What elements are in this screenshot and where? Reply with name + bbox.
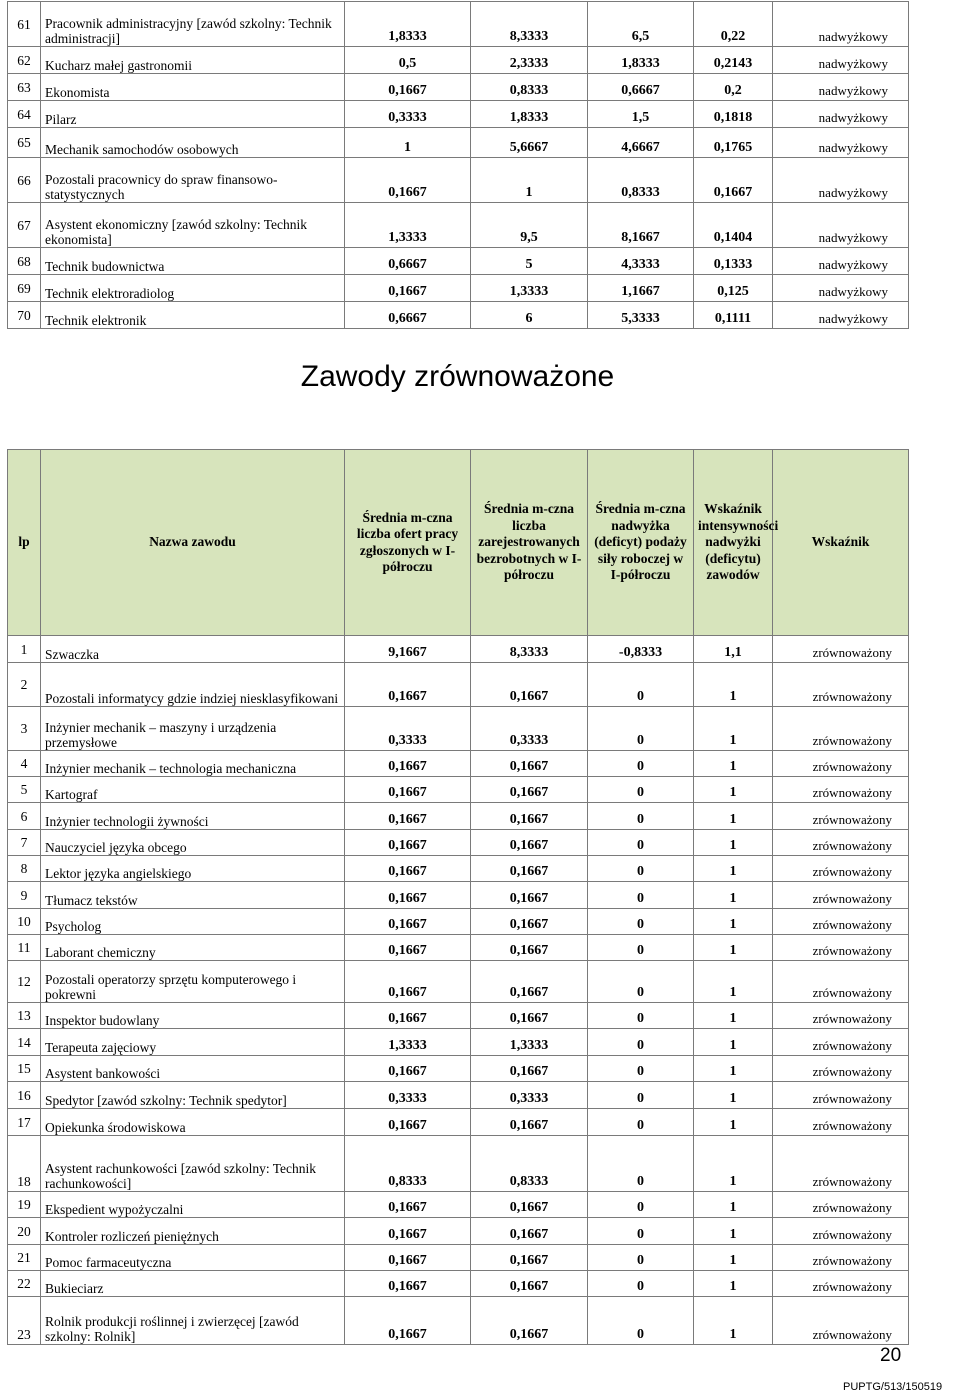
unemployed-value: 0,1667 <box>471 1271 588 1297</box>
status-label: nadwyżkowy <box>773 275 909 302</box>
index-value: 1 <box>694 1245 773 1271</box>
surplus-value: 0 <box>588 1271 694 1297</box>
status-label: zrównoważony <box>773 1029 909 1056</box>
occupation-name: Pracownik administracyjny [zawód szkolny: Technik administracji] <box>41 2 345 47</box>
status-label: zrównoważony <box>773 830 909 856</box>
occupation-name: Inspektor budowlany <box>41 1003 345 1029</box>
index-value: 1 <box>694 935 773 961</box>
table-row <box>8 101 909 128</box>
table-row <box>8 830 909 856</box>
row-lp: 22 <box>8 1271 41 1297</box>
occupation-name: Laborant chemiczny <box>41 935 345 961</box>
status-label: zrównoważony <box>773 751 909 777</box>
offers-value: 0,1667 <box>345 1109 471 1136</box>
section-title: Zawody zrównoważone <box>300 360 615 393</box>
surplus-value: 1,1667 <box>588 275 694 302</box>
table-row <box>8 882 909 909</box>
index-value: 0,1333 <box>694 248 773 275</box>
unemployed-value: 0,3333 <box>471 1082 588 1109</box>
row-lp: 2 <box>8 663 41 707</box>
index-value: 1 <box>694 1056 773 1082</box>
status-label: nadwyżkowy <box>773 74 909 101</box>
surplus-value: 0 <box>588 1082 694 1109</box>
table-row <box>8 663 909 707</box>
occupation-name: Lektor języka angielskiego <box>41 856 345 882</box>
row-lp: 7 <box>8 830 41 856</box>
offers-value: 0,1667 <box>345 1245 471 1271</box>
surplus-value: 0 <box>588 1109 694 1136</box>
surplus-value: 0 <box>588 803 694 830</box>
row-lp: 12 <box>8 961 41 1003</box>
index-value: 1 <box>694 1218 773 1245</box>
occupation-name: Ekonomista <box>41 74 345 101</box>
surplus-value: 0 <box>588 961 694 1003</box>
table-row <box>8 158 909 203</box>
offers-value: 0,1667 <box>345 751 471 777</box>
occupation-name: Bukieciarz <box>41 1271 345 1297</box>
status-label: zrównoważony <box>773 1003 909 1029</box>
index-value: 0,2143 <box>694 47 773 74</box>
index-value: 1 <box>694 856 773 882</box>
offers-value: 0,1667 <box>345 1192 471 1218</box>
row-lp: 23 <box>8 1297 41 1345</box>
row-lp: 62 <box>8 47 41 74</box>
index-value: 1 <box>694 909 773 935</box>
table-row <box>8 1271 909 1297</box>
table-row <box>8 803 909 830</box>
unemployed-value: 0,1667 <box>471 909 588 935</box>
surplus-value: 0 <box>588 1136 694 1192</box>
table-row <box>8 275 909 302</box>
index-value: 1 <box>694 830 773 856</box>
occupation-name: Pozostali operatorzy sprzętu komputerowego i pokrewni <box>41 961 345 1003</box>
offers-value: 0,1667 <box>345 777 471 803</box>
status-label: zrównoważony <box>773 961 909 1003</box>
table-row <box>8 47 909 74</box>
header-offers: Średnia m-czna liczba ofert pracy zgłoszonych w I-półroczu <box>345 450 471 636</box>
header-intensity: Wskaźnik intensywności nadwyżki (deficytu) zawodów <box>694 450 773 636</box>
index-value: 1 <box>694 777 773 803</box>
unemployed-value: 5,6667 <box>471 128 588 158</box>
occupation-name: Technik budownictwa <box>41 248 345 275</box>
surplus-value: 0 <box>588 935 694 961</box>
table-row <box>8 248 909 275</box>
occupation-name: Kucharz małej gastronomii <box>41 47 345 74</box>
surplus-value: 1,8333 <box>588 47 694 74</box>
table-row <box>8 961 909 1003</box>
index-value: 0,1667 <box>694 158 773 203</box>
surplus-value: 0 <box>588 882 694 909</box>
occupation-name: Opiekunka środowiskowa <box>41 1109 345 1136</box>
row-lp: 6 <box>8 803 41 830</box>
index-value: 1 <box>694 882 773 909</box>
occupation-name: Ekspedient wypożyczalni <box>41 1192 345 1218</box>
index-value: 0,2 <box>694 74 773 101</box>
row-lp: 66 <box>8 158 41 203</box>
offers-value: 1,3333 <box>345 1029 471 1056</box>
index-value: 0,22 <box>694 2 773 47</box>
offers-value: 0,1667 <box>345 1271 471 1297</box>
row-lp: 4 <box>8 751 41 777</box>
table-row <box>8 1218 909 1245</box>
unemployed-value: 1,8333 <box>471 101 588 128</box>
occupation-name: Asystent rachunkowości [zawód szkolny: Technik rachunkowości] <box>41 1136 345 1192</box>
unemployed-value: 8,3333 <box>471 636 588 663</box>
unemployed-value: 0,1667 <box>471 961 588 1003</box>
surplus-value: 0 <box>588 663 694 707</box>
occupation-name: Szwaczka <box>41 636 345 663</box>
surplus-value: 6,5 <box>588 2 694 47</box>
index-value: 1 <box>694 1003 773 1029</box>
occupation-name: Tłumacz tekstów <box>41 882 345 909</box>
surplus-value: 0,8333 <box>588 158 694 203</box>
row-lp: 67 <box>8 203 41 248</box>
status-label: nadwyżkowy <box>773 248 909 275</box>
offers-value: 0,1667 <box>345 1056 471 1082</box>
row-lp: 19 <box>8 1192 41 1218</box>
row-lp: 65 <box>8 128 41 158</box>
status-label: zrównoważony <box>773 1192 909 1218</box>
status-label: zrównoważony <box>773 1297 909 1345</box>
offers-value: 0,1667 <box>345 158 471 203</box>
offers-value: 1,8333 <box>345 2 471 47</box>
table-header-row <box>8 450 909 636</box>
table-row <box>8 2 909 47</box>
status-label: zrównoważony <box>773 777 909 803</box>
row-lp: 63 <box>8 74 41 101</box>
row-lp: 1 <box>8 636 41 663</box>
offers-value: 0,3333 <box>345 1082 471 1109</box>
index-value: 1 <box>694 751 773 777</box>
offers-value: 0,6667 <box>345 248 471 275</box>
offers-value: 0,1667 <box>345 909 471 935</box>
header-surplus: Średnia m-czna nadwyżka (deficyt) podaży siły roboczej w I-półroczu <box>588 450 694 636</box>
index-value: 1 <box>694 1136 773 1192</box>
offers-value: 0,8333 <box>345 1136 471 1192</box>
offers-value: 0,1667 <box>345 1218 471 1245</box>
table-row <box>8 935 909 961</box>
status-label: zrównoważony <box>773 1082 909 1109</box>
occupation-name: Kartograf <box>41 777 345 803</box>
row-lp: 18 <box>8 1136 41 1192</box>
row-lp: 61 <box>8 2 41 47</box>
table-row <box>8 909 909 935</box>
table-row <box>8 128 909 158</box>
offers-value: 0,1667 <box>345 830 471 856</box>
status-label: zrównoważony <box>773 935 909 961</box>
status-label: zrównoważony <box>773 636 909 663</box>
index-value: 1 <box>694 1082 773 1109</box>
unemployed-value: 0,1667 <box>471 751 588 777</box>
occupation-name: Inżynier mechanik – maszyny i urządzenia przemysłowe <box>41 707 345 751</box>
occupation-name: Technik elektronik <box>41 302 345 329</box>
surplus-value: 0 <box>588 707 694 751</box>
index-value: 1 <box>694 803 773 830</box>
row-lp: 69 <box>8 275 41 302</box>
occupation-name: Psycholog <box>41 909 345 935</box>
index-value: 1 <box>694 1297 773 1345</box>
status-label: zrównoważony <box>773 1218 909 1245</box>
table-row <box>8 74 909 101</box>
surplus-value: 5,3333 <box>588 302 694 329</box>
occupation-name: Nauczyciel języka obcego <box>41 830 345 856</box>
status-label: nadwyżkowy <box>773 47 909 74</box>
status-label: nadwyżkowy <box>773 101 909 128</box>
table-row <box>8 1109 909 1136</box>
surplus-value: -0,8333 <box>588 636 694 663</box>
row-lp: 9 <box>8 882 41 909</box>
offers-value: 0,3333 <box>345 707 471 751</box>
unemployed-value: 0,1667 <box>471 1109 588 1136</box>
table-row <box>8 707 909 751</box>
unemployed-value: 2,3333 <box>471 47 588 74</box>
occupation-name: Spedytor [zawód szkolny: Technik spedytor] <box>41 1082 345 1109</box>
occupation-name: Asystent bankowości <box>41 1056 345 1082</box>
unemployed-value: 8,3333 <box>471 2 588 47</box>
unemployed-value: 0,1667 <box>471 856 588 882</box>
surplus-value: 0 <box>588 1192 694 1218</box>
unemployed-value: 0,1667 <box>471 663 588 707</box>
surplus-value: 8,1667 <box>588 203 694 248</box>
status-label: nadwyżkowy <box>773 158 909 203</box>
offers-value: 1,3333 <box>345 203 471 248</box>
status-label: zrównoważony <box>773 663 909 707</box>
offers-value: 0,1667 <box>345 856 471 882</box>
status-label: zrównoważony <box>773 1109 909 1136</box>
row-lp: 3 <box>8 707 41 751</box>
surplus-value: 0 <box>588 777 694 803</box>
offers-value: 0,1667 <box>345 663 471 707</box>
unemployed-value: 9,5 <box>471 203 588 248</box>
unemployed-value: 0,1667 <box>471 1245 588 1271</box>
status-label: zrównoważony <box>773 1245 909 1271</box>
header-index: Wskaźnik <box>773 450 909 636</box>
unemployed-value: 5 <box>471 248 588 275</box>
table-row <box>8 636 909 663</box>
unemployed-value: 1 <box>471 158 588 203</box>
unemployed-value: 0,1667 <box>471 1218 588 1245</box>
index-value: 0,1765 <box>694 128 773 158</box>
occupation-name: Technik elektroradiolog <box>41 275 345 302</box>
occupation-name: Inżynier mechanik – technologia mechaniczna <box>41 751 345 777</box>
status-label: zrównoważony <box>773 1136 909 1192</box>
surplus-value: 0 <box>588 1003 694 1029</box>
unemployed-value: 0,1667 <box>471 830 588 856</box>
status-label: zrównoważony <box>773 1056 909 1082</box>
table-row <box>8 1029 909 1056</box>
header-unemployed: Średnia m-czna liczba zarejestrowanych bezrobotnych w I-półroczu <box>471 450 588 636</box>
header-lp: lp <box>8 450 41 636</box>
status-label: zrównoważony <box>773 803 909 830</box>
table-row <box>8 1003 909 1029</box>
offers-value: 1 <box>345 128 471 158</box>
occupation-name: Kontroler rozliczeń pieniężnych <box>41 1218 345 1245</box>
surplus-occupations-table <box>7 1 909 329</box>
occupation-name: Pomoc farmaceutyczna <box>41 1245 345 1271</box>
status-label: zrównoważony <box>773 882 909 909</box>
row-lp: 64 <box>8 101 41 128</box>
table-row <box>8 1136 909 1192</box>
surplus-value: 0 <box>588 751 694 777</box>
occupation-name: Pilarz <box>41 101 345 128</box>
table-row <box>8 1082 909 1109</box>
surplus-value: 0 <box>588 909 694 935</box>
surplus-value: 0 <box>588 1297 694 1345</box>
offers-value: 0,1667 <box>345 1003 471 1029</box>
surplus-value: 0 <box>588 1029 694 1056</box>
index-value: 0,1818 <box>694 101 773 128</box>
unemployed-value: 0,3333 <box>471 707 588 751</box>
index-value: 1 <box>694 1192 773 1218</box>
status-label: nadwyżkowy <box>773 302 909 329</box>
index-value: 1 <box>694 961 773 1003</box>
offers-value: 0,1667 <box>345 803 471 830</box>
unemployed-value: 0,1667 <box>471 1192 588 1218</box>
occupation-name: Pozostali pracownicy do spraw finansowo-statystycznych <box>41 158 345 203</box>
row-lp: 20 <box>8 1218 41 1245</box>
header-occupation-name: Nazwa zawodu <box>41 450 345 636</box>
unemployed-value: 0,1667 <box>471 1297 588 1345</box>
surplus-value: 0 <box>588 1056 694 1082</box>
unemployed-value: 0,1667 <box>471 935 588 961</box>
status-label: zrównoważony <box>773 856 909 882</box>
status-label: nadwyżkowy <box>773 2 909 47</box>
occupation-name: Inżynier technologii żywności <box>41 803 345 830</box>
offers-value: 0,1667 <box>345 961 471 1003</box>
unemployed-value: 6 <box>471 302 588 329</box>
row-lp: 8 <box>8 856 41 882</box>
row-lp: 13 <box>8 1003 41 1029</box>
status-label: nadwyżkowy <box>773 203 909 248</box>
index-value: 1,1 <box>694 636 773 663</box>
unemployed-value: 0,1667 <box>471 803 588 830</box>
offers-value: 0,3333 <box>345 101 471 128</box>
index-value: 1 <box>694 707 773 751</box>
unemployed-value: 1,3333 <box>471 1029 588 1056</box>
unemployed-value: 0,1667 <box>471 882 588 909</box>
offers-value: 0,1667 <box>345 935 471 961</box>
offers-value: 0,1667 <box>345 275 471 302</box>
surplus-value: 0 <box>588 1245 694 1271</box>
row-lp: 11 <box>8 935 41 961</box>
table-row <box>8 1192 909 1218</box>
surplus-value: 4,6667 <box>588 128 694 158</box>
table-row <box>8 203 909 248</box>
offers-value: 0,6667 <box>345 302 471 329</box>
offers-value: 0,1667 <box>345 1297 471 1345</box>
row-lp: 14 <box>8 1029 41 1056</box>
row-lp: 16 <box>8 1082 41 1109</box>
occupation-name: Asystent ekonomiczny [zawód szkolny: Technik ekonomista] <box>41 203 345 248</box>
index-value: 1 <box>694 663 773 707</box>
index-value: 1 <box>694 1029 773 1056</box>
table-row <box>8 1245 909 1271</box>
row-lp: 15 <box>8 1056 41 1082</box>
surplus-value: 0 <box>588 1218 694 1245</box>
row-lp: 17 <box>8 1109 41 1136</box>
occupation-name: Mechanik samochodów osobowych <box>41 128 345 158</box>
surplus-value: 0,6667 <box>588 74 694 101</box>
index-value: 1 <box>694 1109 773 1136</box>
document-code: PUPTG/513/150519 <box>843 1381 943 1393</box>
occupation-name: Pozostali informatycy gdzie indziej niesklasyfikowani <box>41 663 345 707</box>
offers-value: 0,1667 <box>345 74 471 101</box>
row-lp: 68 <box>8 248 41 275</box>
table-row <box>8 1297 909 1345</box>
status-label: nadwyżkowy <box>773 128 909 158</box>
row-lp: 70 <box>8 302 41 329</box>
offers-value: 9,1667 <box>345 636 471 663</box>
row-lp: 21 <box>8 1245 41 1271</box>
occupation-name: Terapeuta zajęciowy <box>41 1029 345 1056</box>
table-row <box>8 302 909 329</box>
offers-value: 0,5 <box>345 47 471 74</box>
surplus-value: 1,5 <box>588 101 694 128</box>
unemployed-value: 1,3333 <box>471 275 588 302</box>
unemployed-value: 0,8333 <box>471 74 588 101</box>
table-row <box>8 1056 909 1082</box>
unemployed-value: 0,1667 <box>471 777 588 803</box>
table-row <box>8 751 909 777</box>
unemployed-value: 0,8333 <box>471 1136 588 1192</box>
table-row <box>8 856 909 882</box>
index-value: 0,1404 <box>694 203 773 248</box>
occupation-name: Rolnik produkcji roślinnej i zwierzęcej [zawód szkolny: Rolnik] <box>41 1297 345 1345</box>
table-row <box>8 777 909 803</box>
index-value: 1 <box>694 1271 773 1297</box>
unemployed-value: 0,1667 <box>471 1003 588 1029</box>
index-value: 0,1111 <box>694 302 773 329</box>
surplus-value: 4,3333 <box>588 248 694 275</box>
status-label: zrównoważony <box>773 909 909 935</box>
page-number: 20 <box>880 1345 902 1366</box>
offers-value: 0,1667 <box>345 882 471 909</box>
index-value: 0,125 <box>694 275 773 302</box>
row-lp: 5 <box>8 777 41 803</box>
status-label: zrównoważony <box>773 707 909 751</box>
surplus-value: 0 <box>588 830 694 856</box>
unemployed-value: 0,1667 <box>471 1056 588 1082</box>
surplus-value: 0 <box>588 856 694 882</box>
row-lp: 10 <box>8 909 41 935</box>
balanced-occupations-table <box>7 449 909 1345</box>
status-label: zrównoważony <box>773 1271 909 1297</box>
